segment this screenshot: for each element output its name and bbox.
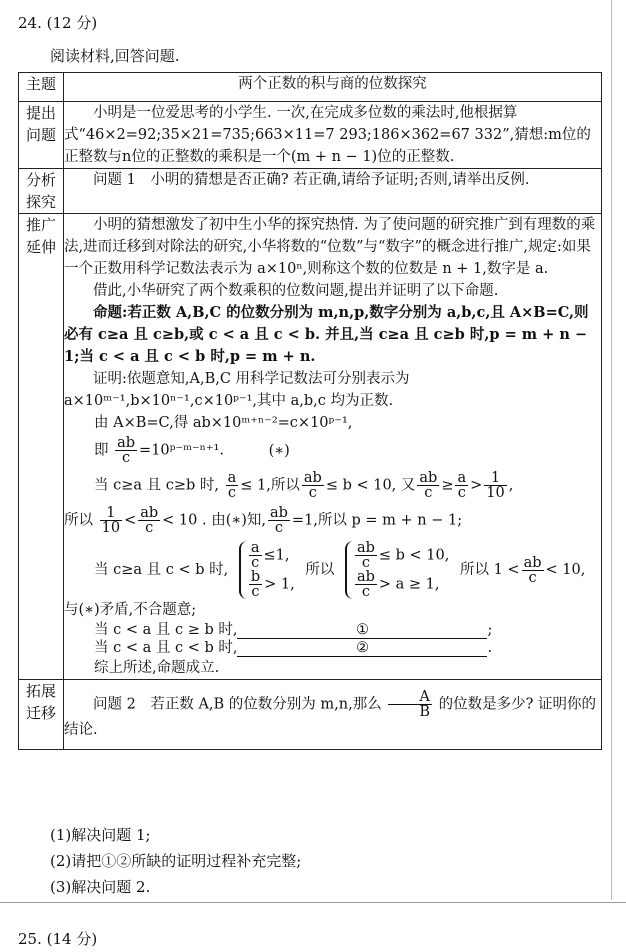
row-analyze bbox=[19, 169, 602, 214]
migrate-label: 拓展迁移 bbox=[19, 680, 64, 750]
row-raise bbox=[19, 102, 602, 169]
extend-p2: 借此,小华研究了两个数乘积的位数问题,提出并证明了以下命题. bbox=[93, 283, 499, 299]
row-theme bbox=[19, 73, 602, 102]
theme-text: 两个正数的积与商的位数探究 bbox=[64, 73, 602, 102]
extend-label: 推广延伸 bbox=[19, 214, 64, 680]
material-table bbox=[18, 72, 602, 750]
extend-case1-conclusion: 所以 $\frac{1}{10}$ < $\frac{ab}{c}$ < 10 . 由(∗)知, $\frac{ab}{c}$ =1,所以 p = m + n − 1; bbox=[64, 505, 463, 536]
extend-content bbox=[64, 214, 602, 680]
extend-case4: 当 c < a 且 c < b 时, ② . bbox=[94, 640, 493, 656]
question-25-number: 25. (14 分) bbox=[18, 930, 98, 948]
page-right-border bbox=[611, 0, 612, 900]
extend-case2: 当 c≥a 且 c < b 时, $\frac{a}{c}$ ≤1, $\frac{b}{c}$ > 1, 所以 $\frac{ab}{c}$ ≤ b < 10, $\frac{ab}{c}$ > a ≥ 1, 所以 1 < $\frac{ab}{c}$ < 10, bbox=[94, 540, 586, 600]
extend-proof-start: 证明:依题意知,A,B,C 用科学记数法可分别表示为 a×10ᵐ⁻¹,b×10ⁿ⁻¹,c×10ᵖ⁻¹,其中 a,b,c 均为正数. bbox=[64, 371, 410, 409]
blank-2[interactable]: ② bbox=[237, 640, 487, 657]
migrate-text: 问题 2 若正数 A,B 的位数分别为 m,n,那么 $\frac{A}{B}$ 的位数是多少? 证明你的结论. bbox=[64, 680, 602, 750]
extend-p5: 由 A×B=C,得 ab×10ᵐ⁺ⁿ⁻²=c×10ᵖ⁻¹, bbox=[94, 415, 353, 431]
extend-proposition: 命题:若正数 A,B,C 的位数分别为 m,n,p,数字分别为 a,b,c,且 A×B=C,则必有 c≥a 且 c≥b,或 c < a 且 c < b. 并且,当 c≥a 且 c≥b 时,p = m + n − 1;当 c < a 且 c < b 时,p = m + n. bbox=[64, 304, 589, 365]
raise-text: 小明是一位爱思考的小学生. 一次,在完成多位数的乘法时,他根据算式“46×2=92;35×21=735;663×11=7 293;186×362=67 332”,猜想:m位的正整数与n位的正整数的乘积是一个(m + n − 1)位的正整数. bbox=[64, 102, 602, 169]
raise-label: 提出问题 bbox=[19, 102, 64, 169]
analyze-text: 问题 1 小明的猜想是否正确? 若正确,请给予证明;否则,请举出反例. bbox=[64, 169, 602, 214]
subquestions bbox=[50, 822, 301, 900]
question-24-number: 24. (12 分) bbox=[18, 14, 98, 32]
question-24-intro: 阅读材料,回答问题. bbox=[50, 47, 180, 65]
theme-label: 主题 bbox=[19, 73, 64, 102]
analyze-label: 分析探究 bbox=[19, 169, 64, 214]
subquestion-1: (1)解决问题 1; bbox=[50, 826, 151, 844]
extend-p10: 与(∗)矛盾,不合题意; bbox=[64, 602, 197, 618]
page-separator bbox=[0, 902, 626, 903]
subquestion-3: (3)解决问题 2. bbox=[50, 878, 151, 896]
row-migrate bbox=[19, 680, 602, 750]
subquestion-2: (2)请把①②所缺的证明过程补充完整; bbox=[50, 852, 302, 870]
extend-p1: 小明的猜想激发了初中生小华的探究热情. 为了使问题的研究推广到有理数的乘法,进而迁移到对除法的研究,小华将数的“位数”与“数字”的概念进行推广,规定:如果一个正数用科学记数法表示为 a×10ⁿ,则称这个数的位数是 n + 1,数字是 a. bbox=[64, 217, 596, 277]
extend-p12: 综上所述,命题成立. bbox=[94, 660, 220, 676]
blank-1[interactable]: ① bbox=[237, 622, 487, 639]
fraction-ab-over-c: $\frac{ab}{c}$ bbox=[117, 435, 136, 466]
extend-p6: 即 $\frac{ab}{c}$ =10ᵖ⁻ᵐ⁻ⁿ⁺¹. (∗) bbox=[94, 435, 290, 466]
extend-case3: 当 c < a 且 c ≥ b 时, ① ; bbox=[94, 622, 493, 638]
extend-case1: 当 c≥a 且 c≥b 时, $\frac{a}{c}$ ≤ 1,所以 $\frac{ab}{c}$ ≤ b < 10, 又 $\frac{ab}{c}$ ≥ $\frac{a}{c}$ > $\frac{1}{10}$ , bbox=[94, 470, 514, 501]
row-extend bbox=[19, 214, 602, 680]
